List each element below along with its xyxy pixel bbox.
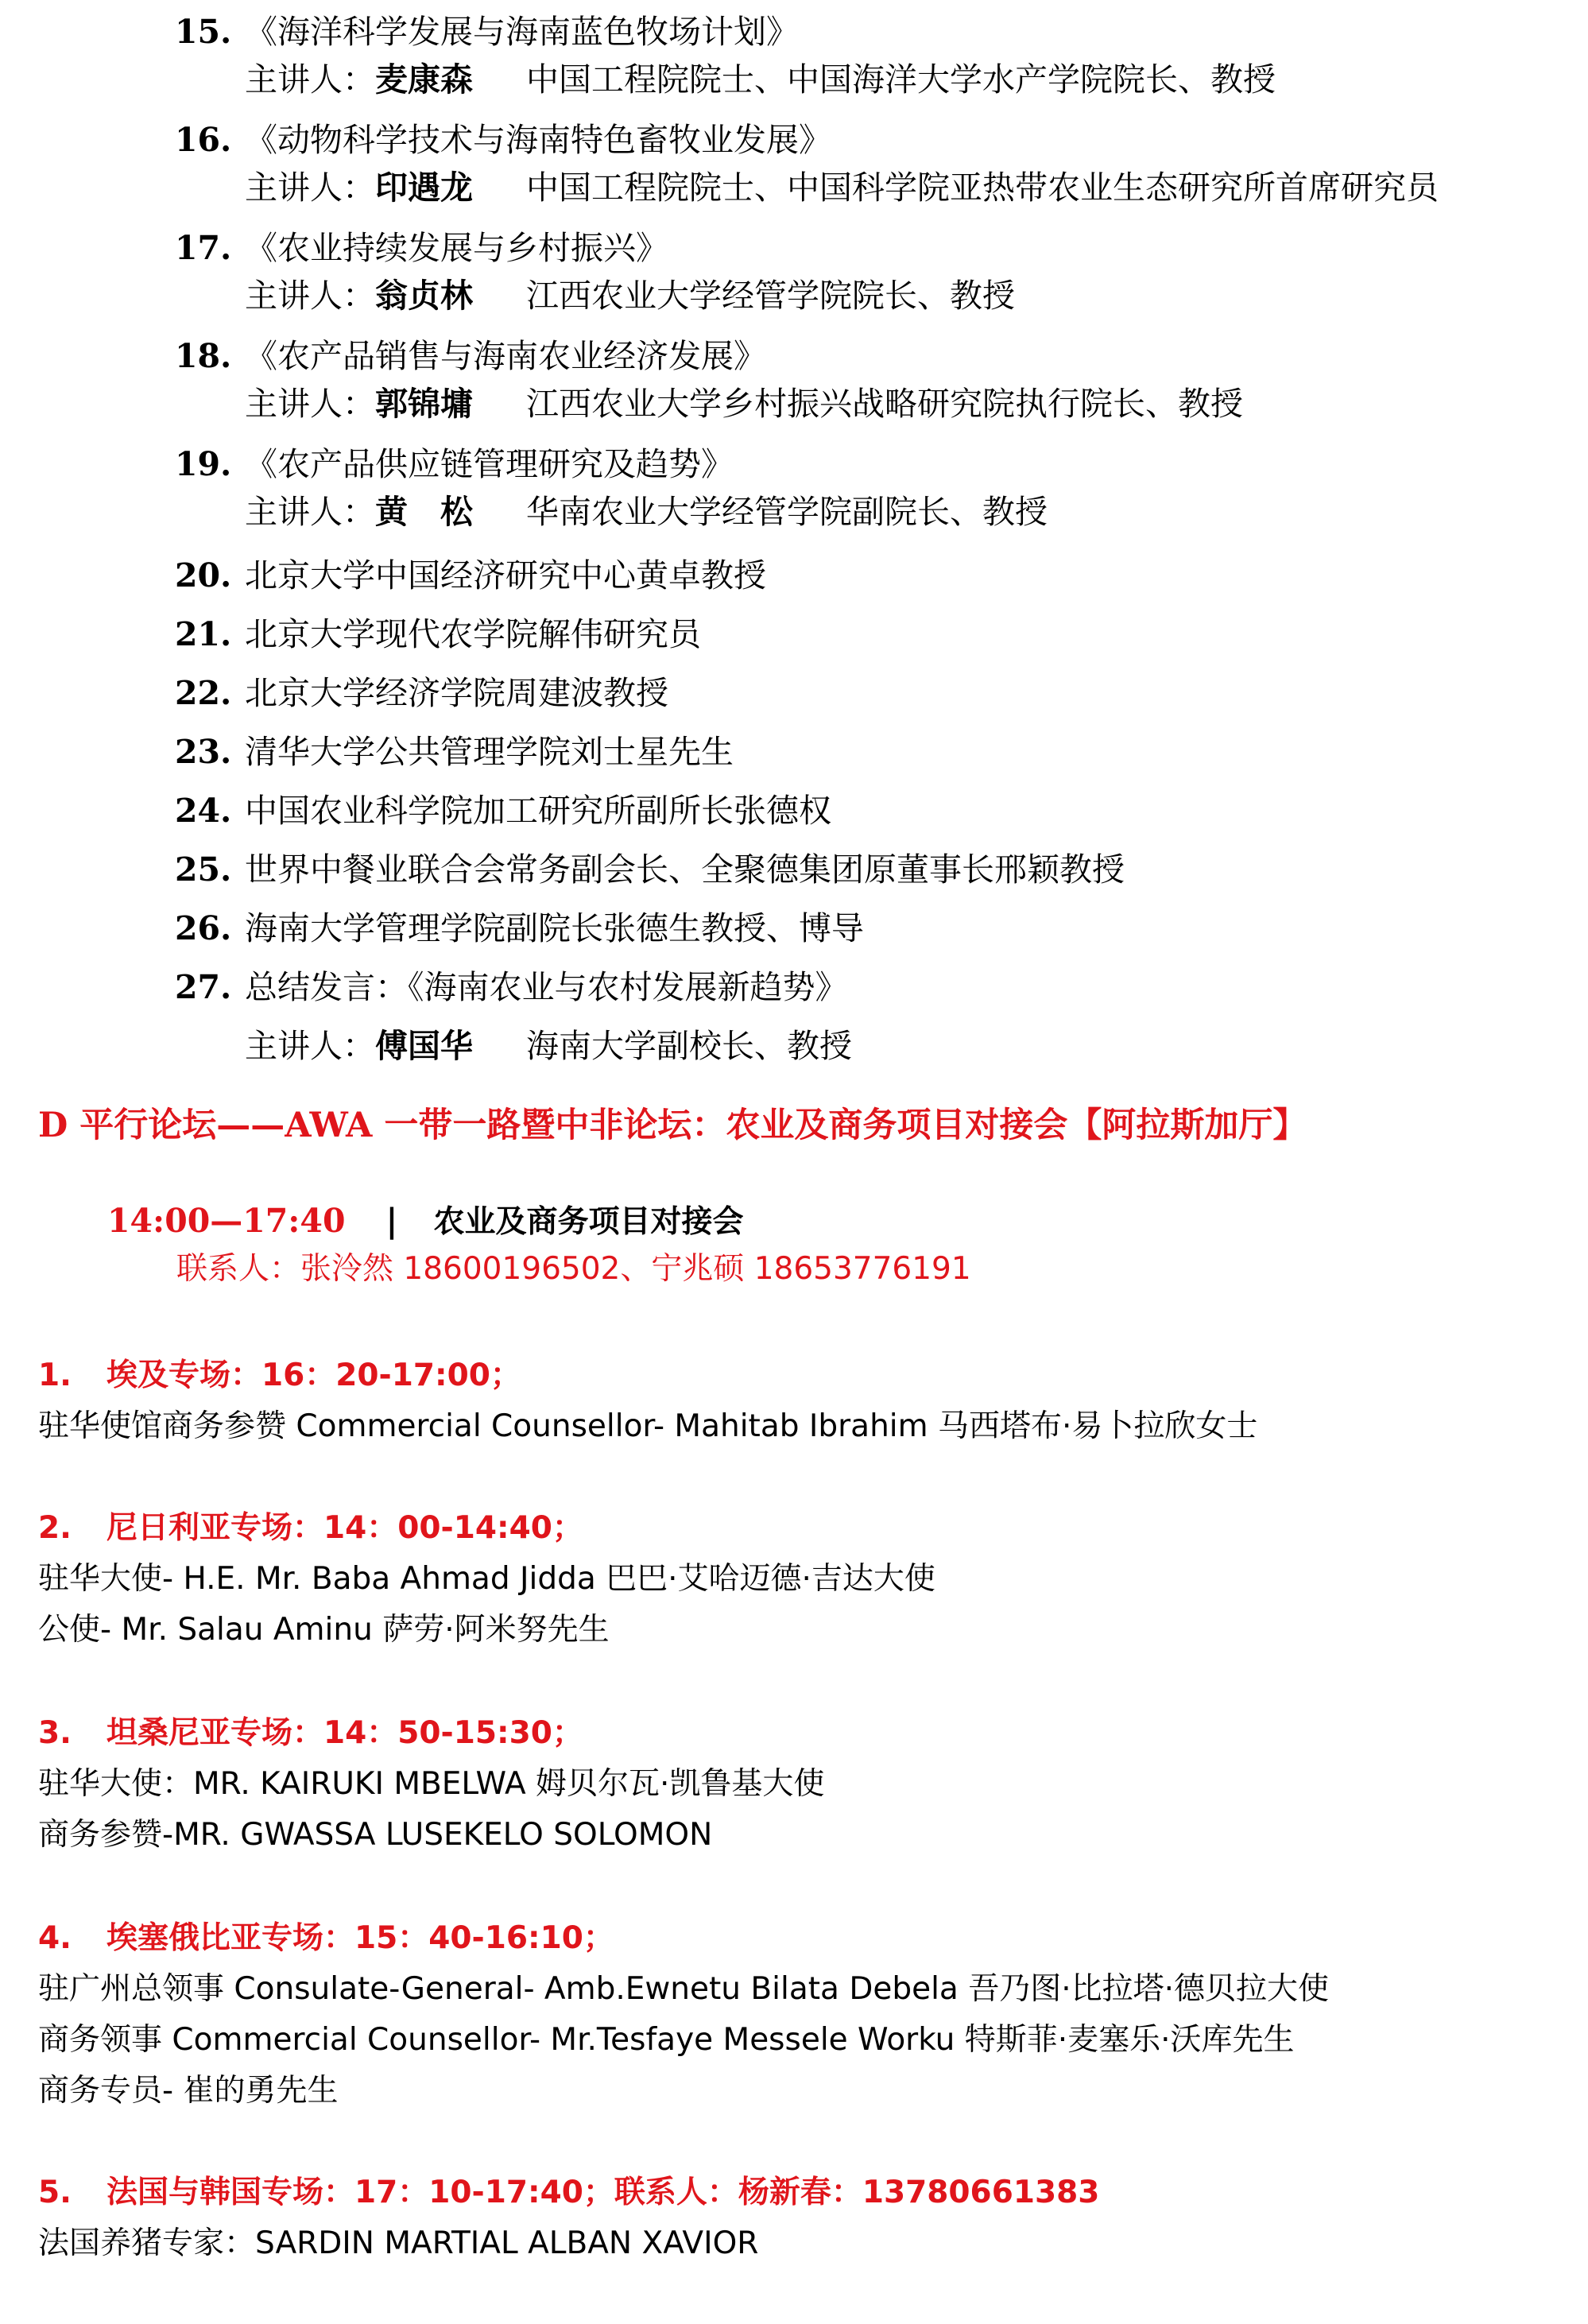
session-title [38,1714,583,1753]
forum-contact: 联系人：张泠然 18600196502、宁兆硕 18653776191 [176,1251,971,1287]
session-title [38,1509,583,1548]
session-title-text: 坦桑尼亚专场：14：50-15:30； [107,1715,583,1751]
item-number: 15. [175,13,232,51]
session-line: 驻华大使：MR. KAIRUKI MBELWA 姆贝尔瓦·凯鲁基大使 [38,1766,825,1802]
item-number: 20. [175,556,232,595]
session-title [38,1356,521,1396]
speaker-role: 华南农业大学经管学院副院长、教授 [526,493,1048,531]
speaker-line [245,491,1048,533]
speaker-label: 主讲人： [245,277,375,315]
talk-title: 《农业持续发展与乡村振兴》 [245,229,668,267]
session-number: 3. [38,1715,72,1751]
forum-session: 农业及商务项目对接会 [433,1204,744,1240]
session-line: 商务参赞-MR. GWASSA LUSEKELO SOLOMON [38,1817,713,1853]
item-number: 16. [175,121,232,159]
item-text: 海南大学管理学院副院长张德生教授、博导 [245,909,864,947]
session-line: 驻华使馆商务参赞 Commercial Counsellor- Mahitab Ibrahim 马西塔布·易卜拉欣女士 [38,1408,1258,1444]
speaker-role: 中国工程院院士、中国科学院亚热带农业生态研究所首席研究员 [526,168,1439,207]
item-number: 27. [175,968,232,1006]
session-number: 1. [38,1358,72,1393]
speaker-line [245,1025,852,1067]
separator: | [385,1202,398,1240]
session-line: 驻广州总领事 Consulate-General- Amb.Ewnetu Bilata Debela 吾乃图·比拉塔·德贝拉大使 [38,1971,1330,2007]
session-title-text: 尼日利亚专场：14：00-14:40； [107,1510,583,1546]
item-text: 中国农业科学院加工研究所副所长张德权 [245,792,831,830]
speaker-role: 海南大学副校长、教授 [526,1027,852,1065]
forum-time-line [107,1200,744,1243]
forum-heading: D 平行论坛——AWA 一带一路暨中非论坛：农业及商务项目对接会【阿拉斯加厅】 [38,1106,1307,1145]
session-line: 驻华大使- H.E. Mr. Baba Ahmad Jidda 巴巴·艾哈迈德·吉达大使 [38,1561,935,1597]
session-number: 5. [38,2175,72,2210]
speaker-label: 主讲人： [245,385,375,423]
speaker-line [245,275,1015,316]
session-title-text: 法国与韩国专场：17：10-17:40；联系人：杨新春：13780661383 [107,2175,1100,2210]
session-title-text: 埃及专场：16：20-17:00； [107,1358,521,1393]
talk-title: 《农产品销售与海南农业经济发展》 [245,337,766,375]
speaker-label: 主讲人： [245,1027,375,1065]
speaker-label: 主讲人： [245,168,375,207]
item-number: 24. [175,792,232,830]
talk-title: 《农产品供应链管理研究及趋势》 [245,445,734,483]
session-title-text: 埃塞俄比亚专场：15：40-16:10； [107,1920,614,1956]
item-number: 23. [175,733,232,771]
speaker-name: 郭锦墉 [375,385,473,423]
item-number: 25. [175,850,232,889]
speaker-role: 江西农业大学经管学院院长、教授 [526,277,1015,315]
item-text: 清华大学公共管理学院刘士星先生 [245,733,734,771]
item-number: 17. [175,229,232,267]
speaker-name: 傅国华 [375,1027,473,1065]
speaker-label: 主讲人： [245,60,375,99]
session-line: 公使- Mr. Salau Aminu 萨劳·阿米努先生 [38,1612,610,1648]
item-number: 26. [175,909,232,947]
speaker-line [245,59,1276,100]
speaker-line [245,167,1439,208]
item-number: 22. [175,674,232,712]
speaker-name: 麦康森 [375,60,473,99]
session-line: 商务专员- 崔的勇先生 [38,2073,339,2109]
item-number: 19. [175,445,232,483]
speaker-name: 翁贞林 [375,277,473,315]
speaker-label: 主讲人： [245,493,375,531]
item-text: 北京大学经济学院周建波教授 [245,674,668,712]
session-number: 4. [38,1920,72,1956]
item-text: 世界中餐业联合会常务副会长、全聚德集团原董事长邢颖教授 [245,850,1125,889]
item-number: 21. [175,615,232,653]
forum-time: 14:00—17:40 [107,1202,346,1240]
session-number: 2. [38,1510,72,1546]
item-text: 北京大学现代农学院解伟研究员 [245,615,701,653]
session-title [38,1919,614,1958]
item-number: 18. [175,337,232,375]
session-title [38,2173,1099,2213]
speaker-name: 印遇龙 [375,168,473,207]
talk-title: 《海洋科学发展与海南蓝色牧场计划》 [245,13,799,51]
speaker-role: 江西农业大学乡村振兴战略研究院执行院长、教授 [526,385,1243,423]
speaker-role: 中国工程院院士、中国海洋大学水产学院院长、教授 [526,60,1276,99]
speaker-name: 黄 松 [375,493,473,531]
session-line: 商务领事 Commercial Counsellor- Mr.Tesfaye Messele Worku 特斯菲·麦塞乐·沃库先生 [38,2022,1295,2058]
session-line: 法国养猪专家：SARDIN MARTIAL ALBAN XAVIOR [38,2225,759,2261]
talk-title: 《动物科学技术与海南特色畜牧业发展》 [245,121,831,159]
summary-title: 总结发言：《海南农业与农村发展新趋势》 [245,968,848,1006]
item-text: 北京大学中国经济研究中心黄卓教授 [245,556,766,595]
speaker-line [245,383,1243,424]
